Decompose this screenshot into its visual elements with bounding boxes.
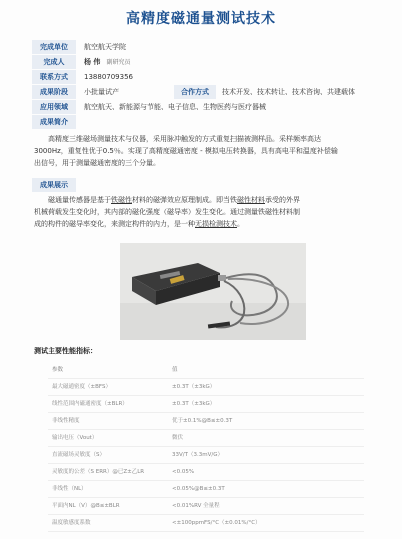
perf-row: [48, 430, 364, 447]
perf-param: 平面内NL（V）@B≤±BLR: [52, 503, 120, 509]
perf-param: 输出电压（Vout）: [52, 435, 98, 441]
perf-row: [48, 515, 364, 532]
show-paragraph: [34, 194, 374, 230]
perf-param: 直流磁场灵敏度（S）: [52, 452, 105, 458]
perf-param: 非线性精度: [52, 418, 80, 424]
show-term-magnetic-material: 磁性材料: [237, 196, 265, 204]
sensor-device-image: [120, 243, 306, 340]
person-role: 副研究员: [106, 59, 131, 66]
perf-param: 线性范围内磁通密度（±BLR）: [52, 401, 128, 407]
perf-row: [48, 413, 364, 430]
perf-row: [48, 379, 364, 396]
perf-value: 33V/T（3.3mV/G）: [172, 452, 223, 458]
summary-line-1: 高精度三维磁场测量技术与仪器，采用脉冲触发的方式重复扫描被测样品。采样频率高达: [48, 135, 321, 143]
info-row-unit: [32, 40, 377, 55]
show-text-1e: 承受的外界: [265, 196, 300, 204]
perf-row: [48, 447, 364, 464]
show-term-ndt: 无损检测技术: [195, 220, 237, 228]
perf-header-row: [48, 362, 364, 379]
perf-param: 灵敏度的公差（S ERR）@已Z±乙LR: [52, 469, 145, 475]
show-text-3a: 成的构件的磁导率变化，来测定构件的内力，是一种: [34, 220, 195, 228]
info-row-stage: [32, 85, 377, 100]
perf-row: [48, 396, 364, 413]
field-label: 应用领域: [32, 100, 76, 114]
info-row-field: [32, 100, 377, 115]
perf-value: 优于±0.1%@B≤±0.3T: [172, 418, 233, 424]
person-value-wrap: [84, 55, 130, 70]
perf-value: <±100ppmFS/°C（±0.01%/°C）: [172, 520, 261, 526]
show-text-3c: 。: [237, 220, 244, 228]
perf-row: [48, 481, 364, 498]
unit-value: 航空航天学院: [84, 43, 126, 51]
stage-value: 小批量试产: [84, 88, 119, 96]
perf-param: 温度敏感度系数: [52, 520, 91, 526]
info-row-summary: [32, 115, 377, 130]
phone-label: 联系方式: [32, 70, 76, 84]
phone-value: 13880709356: [84, 73, 133, 81]
perf-title: 测试主要性能指标：: [34, 347, 97, 355]
show-line-1: [34, 194, 374, 206]
field-value: 航空航天、新能源与节能、电子信息、生物医药与医疗器械: [84, 103, 266, 111]
show-label: 成果展示: [32, 178, 76, 192]
summary-line-3: 出信号，用于测量磁通密度的三个分量。: [34, 159, 160, 167]
product-photo: [120, 243, 306, 340]
summary-line-2: 3000Hz，重复性优于0.5％。实现了高精度磁通密度 - 模拟电压转换器，具有高电平和温度补偿输: [34, 147, 338, 155]
perf-value: 微伏: [172, 435, 184, 441]
person-label: 完成人: [32, 55, 76, 69]
coop-label: 合作方式: [174, 85, 216, 99]
perf-value: ±0.3T（±3kG）: [172, 401, 216, 407]
show-line-2: 机械荷载发生变化时，其内部的磁化强度（磁导率）发生变化。通过测量铁磁性材料制: [34, 208, 300, 216]
perf-row: [48, 498, 364, 515]
perf-value: <0.05%: [172, 469, 195, 475]
person-value: 杨 伟: [84, 58, 101, 66]
perf-value: ±0.3T（±3kG）: [172, 384, 216, 390]
perf-param: 非线性（NL）: [52, 486, 87, 492]
perf-param: 最大磁通密度（±BFS）: [52, 384, 111, 390]
show-line-3: [34, 218, 374, 230]
info-row-person: [32, 55, 377, 70]
stage-label: 成果阶段: [32, 85, 76, 99]
perf-value: <0.05%@B≤±0.3T: [172, 486, 225, 492]
show-row: [32, 178, 377, 193]
show-text-1a: 磁通量传感器是基于: [48, 196, 111, 204]
coop-value: 技术开发、技术转让、技术咨询、共建载体: [222, 88, 355, 96]
summary-paragraph: [34, 133, 374, 169]
page-title: 高精度磁通量测试技术: [126, 11, 276, 27]
info-row-phone: [32, 70, 377, 85]
perf-row: [48, 464, 364, 481]
summary-label: 成果简介: [32, 115, 76, 129]
unit-label: 完成单位: [32, 40, 76, 54]
perf-value: <0.01%RV 全量程: [172, 503, 220, 509]
perf-header-value: 值: [172, 367, 178, 373]
perf-header-param: 参数: [52, 367, 64, 373]
show-term-ferromagnetic: 铁磁性: [111, 196, 132, 204]
show-text-1c: 材料的磁弹效应原理制成。即当铁: [132, 196, 237, 204]
